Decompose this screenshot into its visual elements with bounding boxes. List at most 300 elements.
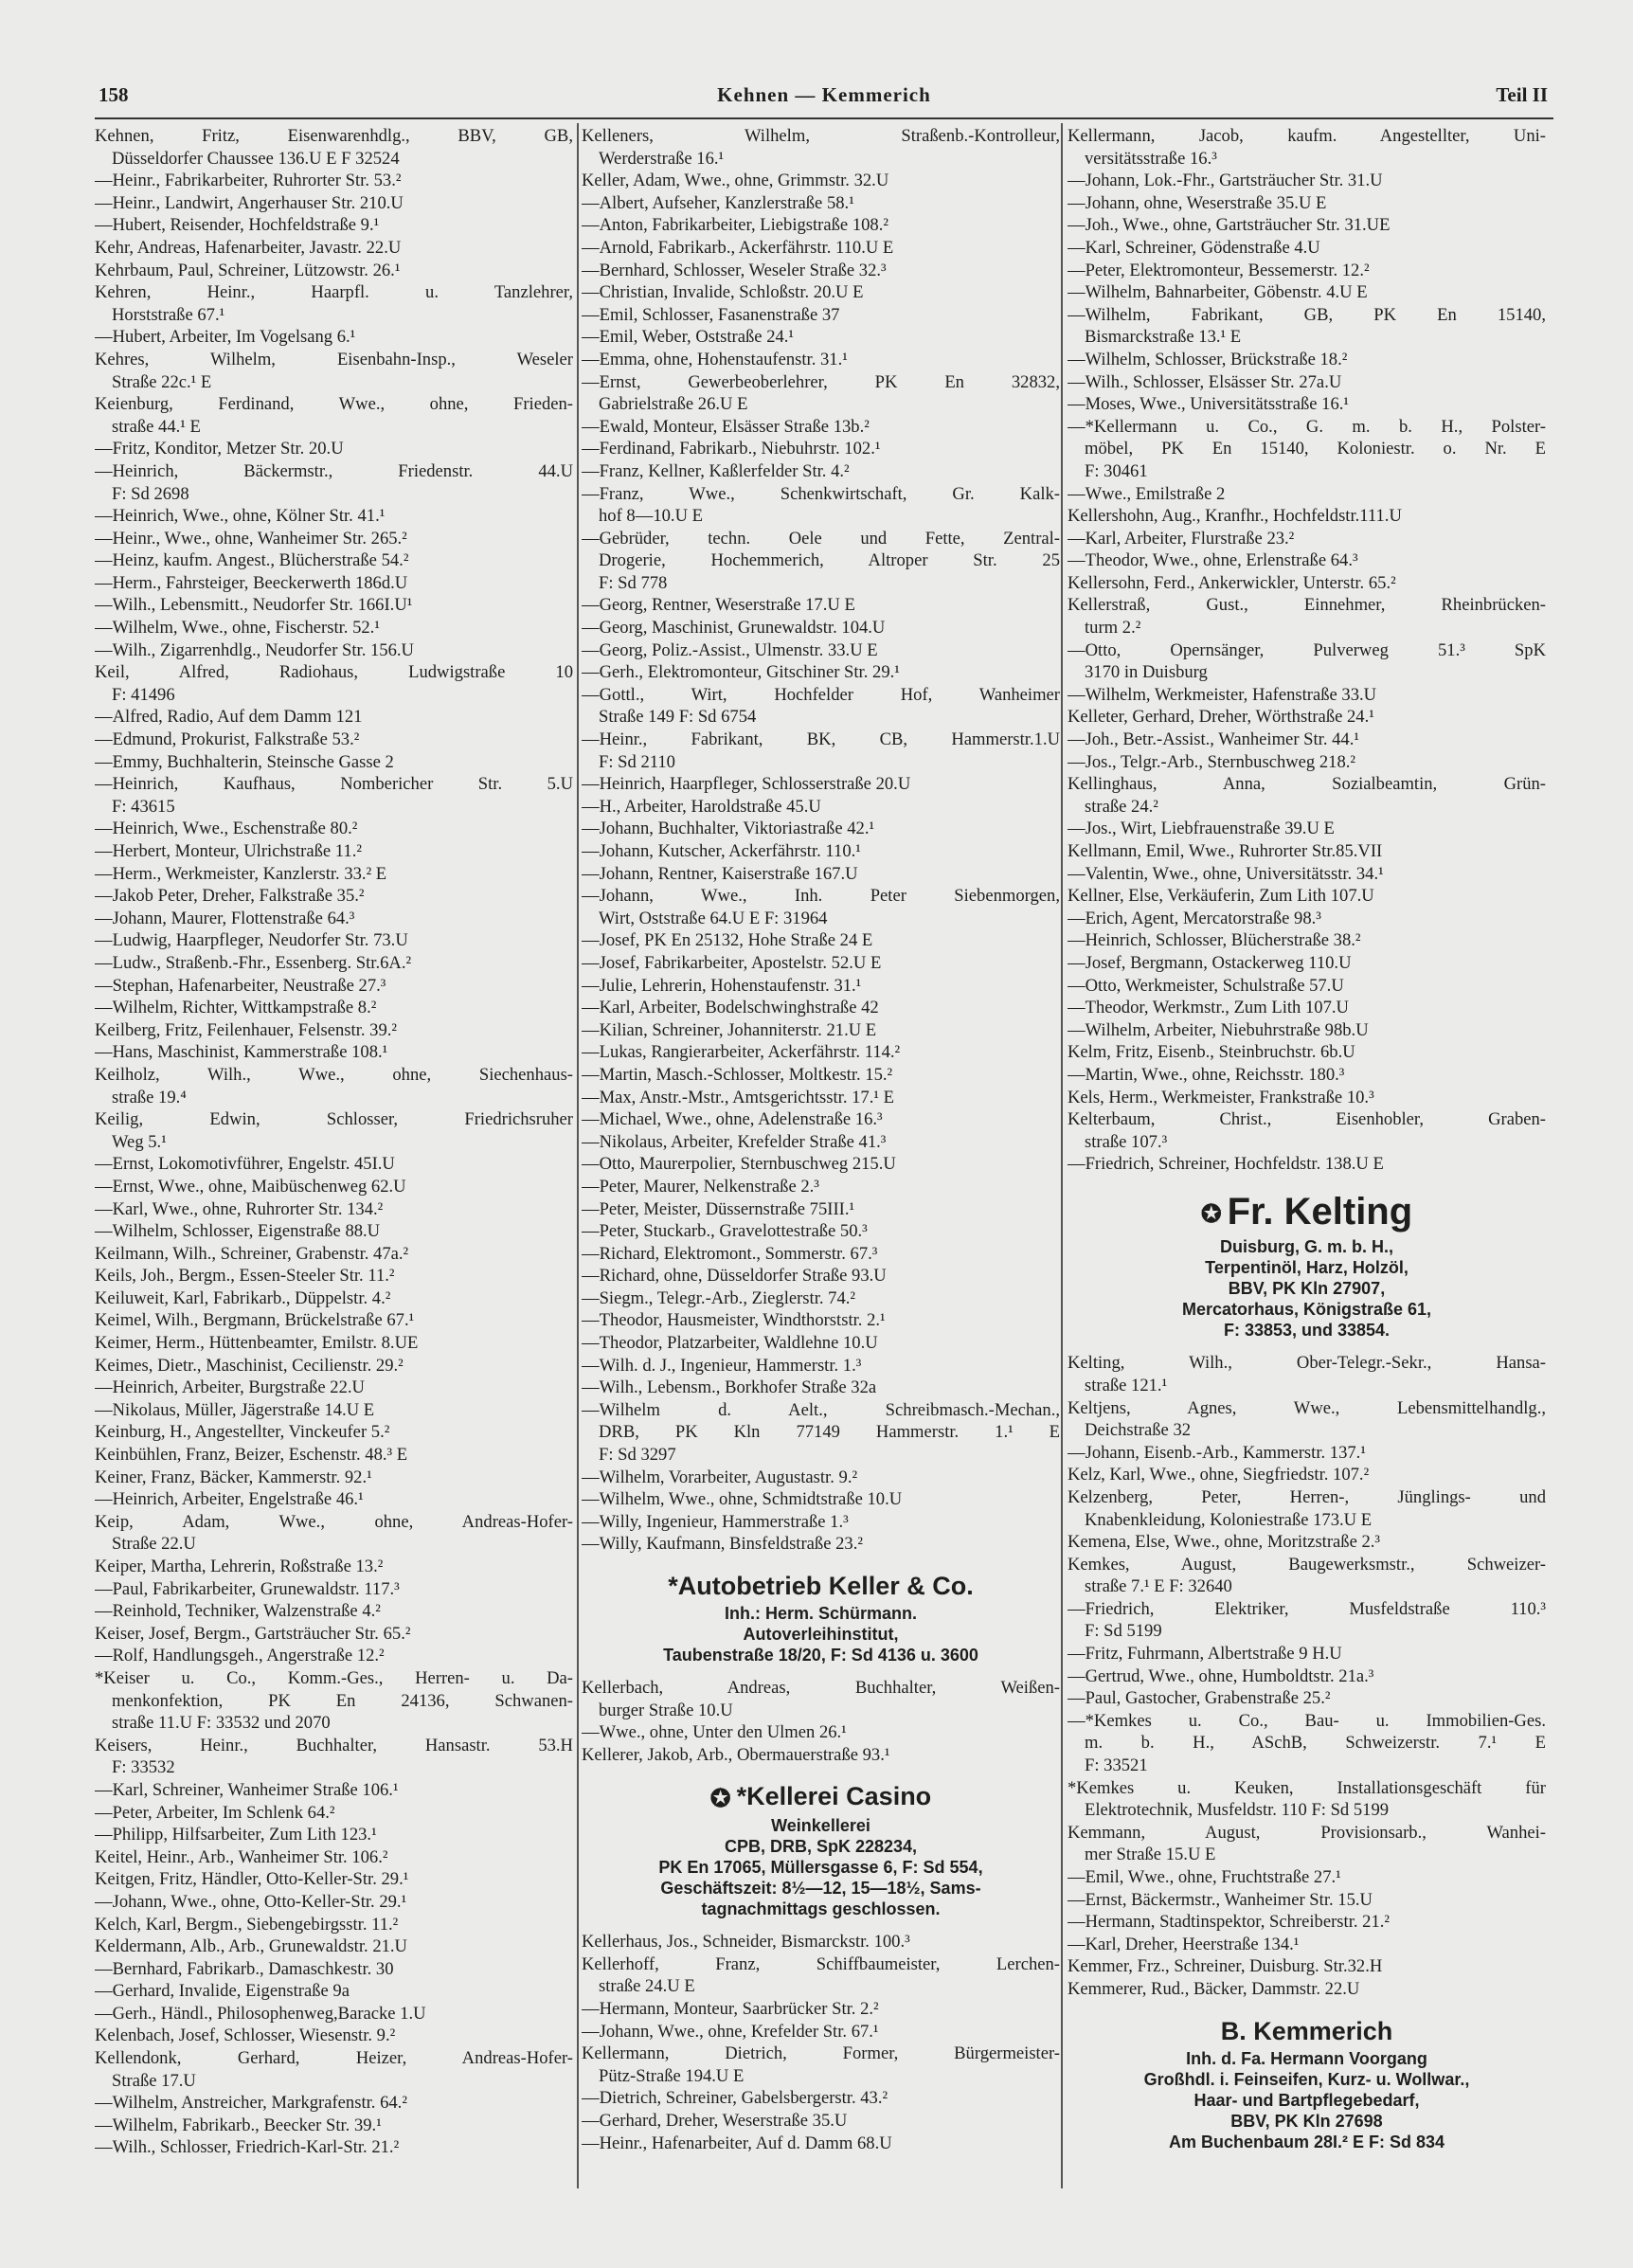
directory-entry [582, 1309, 1060, 1332]
entry-line: —Theodor, Platzarbeiter, Waldlehne 10.U [582, 1333, 878, 1354]
part-label: Teil II [1496, 83, 1548, 106]
directory-entry [582, 594, 1060, 617]
directory-entry [1068, 929, 1546, 952]
entry-line: —Franz, Kellner, Kaßlerfelder Str. 4.² [582, 460, 850, 481]
directory-entry [95, 840, 573, 863]
directory-entry [95, 1019, 573, 1042]
directory-entry [95, 1488, 573, 1511]
directory-entry [95, 1421, 573, 1444]
directory-entry [95, 1243, 573, 1266]
directory-entry [582, 840, 1060, 863]
entry-line: Straße 22c.¹ E [112, 371, 212, 392]
page-header [95, 83, 1553, 112]
directory-entry [95, 260, 573, 282]
directory-entry [95, 751, 573, 774]
entry-line: —Heinr., Fabrikant, BK, CB, Hammerstr.1.U [582, 729, 1060, 750]
directory-entry [95, 1399, 573, 1422]
directory-entry [95, 2025, 573, 2047]
entry-line: —Siegm., Telegr.-Arb., Zieglerstr. 74.² [582, 1287, 855, 1308]
entry-line: —Friedrich, Schreiner, Hochfeldstr. 138.U E [1068, 1154, 1384, 1175]
entry-line: Keimel, Wilh., Bergmann, Brückelstraße 67.¹ [95, 1310, 415, 1331]
directory-entry [1068, 505, 1546, 528]
directory-entry [582, 617, 1060, 639]
entry-line: möbel, PK En 15140, Koloniestr. o. Nr. E [1085, 439, 1546, 459]
directory-entry [582, 1721, 1060, 1744]
directory-entry [95, 1511, 573, 1556]
entry-line: —Joh., Wwe., ohne, Gartsträucher Str. 31.UE [1068, 215, 1391, 236]
directory-entry [582, 952, 1060, 975]
entry-line: —Hans, Maschinist, Kammerstraße 108.¹ [95, 1042, 388, 1063]
directory-entry [95, 2047, 573, 2092]
entry-line: —Otto, Werkmeister, Schulstraße 57.U [1068, 975, 1344, 996]
directory-entry [582, 1399, 1060, 1467]
entry-line: —Christian, Invalide, Schloßstr. 20.U E [582, 282, 864, 303]
directory-entry [95, 1623, 573, 1646]
entry-line: —Hubert, Arbeiter, Im Vogelsang 6.¹ [95, 327, 356, 348]
directory-entry [1068, 549, 1546, 572]
ad-line: tagnachmittags geschlossen. [701, 1899, 941, 1919]
directory-entry [1068, 1889, 1546, 1912]
entry-line: Gabrielstraße 26.U E [599, 394, 748, 415]
directory-entry [1068, 818, 1546, 840]
ad-line: Mercatorhaus, Königstraße 61, [1181, 1300, 1432, 1320]
entry-line: —Heinrich, Haarpfleger, Schlosserstraße 20.U [582, 774, 911, 795]
entry-line: —Julie, Lehrerin, Hohenstaufenstr. 31.¹ [582, 975, 862, 996]
directory-entry [1068, 1866, 1546, 1889]
entry-line: —Erich, Agent, Mercatorstraße 98.³ [1068, 908, 1321, 928]
entry-line: —Gerhard, Dreher, Weserstraße 35.U [582, 2111, 848, 2131]
entry-line: —Richard, Elektromont., Sommerstr. 67.³ [582, 1243, 878, 1264]
directory-entry [95, 1556, 573, 1578]
directory-entry [582, 1744, 1060, 1767]
directory-entry [95, 975, 573, 998]
entry-line: —Philipp, Hilfsarbeiter, Zum Lith 123.¹ [95, 1825, 377, 1845]
entry-line: —Gottl., Wirt, Hochfelder Hof, Wanheimer [582, 684, 1060, 705]
entry-line: —Anton, Fabrikarbeiter, Liebigstraße 108.² [582, 215, 888, 236]
entry-line: Kellner, Else, Verkäuferin, Zum Lith 107.U [1068, 886, 1374, 907]
directory-entry [582, 326, 1060, 349]
advertisement [1068, 2014, 1546, 2152]
directory-entry [1068, 1397, 1546, 1442]
directory-entry [582, 1953, 1060, 1998]
directory-entry [1068, 863, 1546, 886]
directory-entry [1068, 1486, 1546, 1531]
directory-entry [95, 1735, 573, 1779]
directory-entry [95, 1600, 573, 1623]
entry-line: Kelleter, Gerhard, Dreher, Wörthstraße 24.¹ [1068, 707, 1374, 728]
entry-line: —Bernhard, Schlosser, Weseler Straße 32.³ [582, 260, 887, 280]
entry-line: Kelleners, Wilhelm, Straßenb.-Kontrolleur, [582, 126, 1060, 146]
directory-entry [582, 192, 1060, 215]
entry-line: Kellendonk, Gerhard, Heizer, Andreas-Hofer- [95, 2048, 573, 2069]
ad-line: Autoverleihinstitut, [743, 1625, 899, 1644]
entry-line: Drogerie, Hochemmerich, Altroper Str. 25 [599, 550, 1060, 571]
directory-entry [1068, 170, 1546, 192]
directory-entry [1068, 684, 1546, 707]
entry-line: —Wilh., Schlosser, Friedrich-Karl-Str. 21.² [95, 2137, 400, 2158]
entry-line: F: Sd 778 [599, 572, 668, 593]
directory-entry [582, 2133, 1060, 2155]
directory-entry [95, 1287, 573, 1310]
entry-line: —Richard, ohne, Düsseldorfer Straße 93.U [582, 1266, 887, 1287]
ad-line: Inh. d. Fa. Hermann Voorgang [1186, 2048, 1427, 2068]
entry-line: —Wilhelm, Bahnarbeiter, Göbenstr. 4.U E [1068, 282, 1368, 303]
entry-line: —Theodor, Hausmeister, Windthorststr. 2.¹ [582, 1310, 886, 1331]
entry-line: Keiser, Josef, Bergm., Gartsträucher Str. 65.² [95, 1623, 411, 1644]
entry-line: Keldermann, Alb., Arb., Grunewaldstr. 21.U [95, 1936, 407, 1957]
entry-line: —Karl, Schreiner, Wanheimer Straße 106.¹ [95, 1779, 399, 1800]
entry-line: —Wilhelm, Arbeiter, Niebuhrstraße 98b.U [1068, 1019, 1369, 1040]
entry-line: Kellershohn, Aug., Kranfhr., Hochfeldstr.111.U [1068, 506, 1402, 527]
entry-line: straße 11.U F: 33532 und 2070 [112, 1713, 331, 1734]
entry-line: —Gertrud, Wwe., ohne, Humboldtstr. 21a.³ [1068, 1665, 1374, 1686]
directory-entry [582, 639, 1060, 662]
entry-line: Elektrotechnik, Musfeldstr. 110 F: Sd 5199 [1085, 1800, 1390, 1821]
entry-line: —Emma, ohne, Hohenstaufenstr. 31.¹ [582, 349, 848, 369]
entry-line: —Karl, Arbeiter, Flurstraße 23.² [1068, 528, 1295, 549]
entry-line: —Karl, Dreher, Heerstraße 134.¹ [1068, 1934, 1300, 1954]
directory-entry [95, 572, 573, 595]
directory-entry [582, 1087, 1060, 1109]
entry-line: —Ludw., Straßenb.-Fhr., Essenberg. Str.6A.² [95, 952, 412, 973]
ad-title-text: *Kellerei Casino [736, 1782, 932, 1811]
entry-line: menkonfektion, PK En 24136, Schwanen- [112, 1690, 573, 1711]
entry-line: Kellerhaus, Jos., Schneider, Bismarckstr. 100.³ [582, 1932, 910, 1953]
entry-line: —Emil, Wwe., ohne, Fruchtstraße 27.¹ [1068, 1867, 1341, 1887]
entry-line: —Franz, Wwe., Schenkwirtschaft, Gr. Kalk- [582, 483, 1060, 504]
directory-entry [582, 1108, 1060, 1131]
entry-line: m. b. H., ASchB, Schweizerstr. 7.¹ E [1085, 1733, 1546, 1754]
entry-line: —Heinrich, Wwe., ohne, Kölner Str. 41.¹ [95, 506, 386, 527]
directory-entry [95, 505, 573, 528]
directory-entry [582, 125, 1060, 170]
directory-entry [582, 371, 1060, 416]
entry-line: F: 41496 [112, 684, 175, 705]
entry-line: straße 107.³ [1085, 1131, 1168, 1152]
entry-line: Straße 149 F: Sd 6754 [599, 707, 757, 728]
directory-column-3 [1068, 125, 1546, 2164]
directory-entry [1068, 393, 1546, 416]
directory-entry [95, 1824, 573, 1846]
directory-entry [1068, 260, 1546, 282]
entry-line: Keiner, Franz, Bäcker, Kammerstr. 92.¹ [95, 1467, 372, 1487]
directory-entry [582, 661, 1060, 684]
entry-line: —Wilh. d. J., Ingenieur, Hammerstr. 1.³ [582, 1355, 862, 1376]
entry-line: —Wilh., Lebensmitt., Neudorfer Str. 166I.U¹ [95, 595, 413, 616]
column-divider [577, 123, 579, 2188]
entry-line: —Wilh., Lebensm., Borkhofer Straße 32a [582, 1377, 877, 1398]
directory-entry [95, 1176, 573, 1198]
entry-line: —Johann, Eisenb.-Arb., Kammerstr. 137.¹ [1068, 1442, 1366, 1463]
directory-entry [1068, 1464, 1546, 1486]
directory-entry [1068, 1064, 1546, 1087]
directory-entry [582, 1019, 1060, 1042]
entry-line: Kemkes, August, Baugewerksmstr., Schweizer- [1068, 1554, 1546, 1575]
directory-entry [582, 1377, 1060, 1399]
entry-line: F: Sd 5199 [1085, 1621, 1162, 1642]
entry-line: —Ernst, Bäckermstr., Wanheimer Str. 15.U [1068, 1889, 1373, 1910]
entry-line: —Otto, Maurerpolier, Sternbuschweg 215.U [582, 1154, 896, 1175]
entry-line: —Wilhelm, Richter, Wittkampstraße 8.² [95, 998, 377, 1018]
directory-entry [1068, 349, 1546, 371]
ad-title [1068, 2014, 1546, 2048]
directory-entry [1068, 1687, 1546, 1710]
ad-line: Taubenstraße 18/20, F: Sd 4136 u. 3600 [663, 1646, 978, 1665]
directory-entry [582, 997, 1060, 1019]
directory-entry [582, 1467, 1060, 1489]
entry-line: Keiluweit, Karl, Fabrikarb., Düppelstr. 4.² [95, 1287, 391, 1308]
directory-entry [1068, 572, 1546, 595]
entry-line: Kellmann, Emil, Wwe., Ruhrorter Str.85.VII [1068, 841, 1383, 861]
directory-column-1 [95, 125, 573, 2159]
company-logo-icon: ✪ [709, 1784, 731, 1813]
directory-entry [582, 1511, 1060, 1534]
directory-entry [95, 460, 573, 505]
entry-line: —Moses, Wwe., Universitätsstraße 16.¹ [1068, 394, 1350, 415]
directory-entry [95, 952, 573, 975]
entry-line: —Emil, Schlosser, Fasanenstraße 37 [582, 304, 840, 325]
directory-entry [1068, 1531, 1546, 1554]
directory-entry [95, 192, 573, 215]
entry-line: —Wilhelm, Vorarbeiter, Augustastr. 9.² [582, 1467, 858, 1487]
directory-entry [1068, 1978, 1546, 2001]
entry-line: —Ferdinand, Fabrikarb., Niebuhrstr. 102.¹ [582, 439, 881, 459]
entry-line: —Max, Anstr.-Mstr., Amtsgerichtsstr. 17.¹ E [582, 1087, 894, 1107]
entry-line: —Wilhelm, Wwe., ohne, Schmidtstraße 10.U [582, 1489, 903, 1510]
directory-entry [582, 528, 1060, 595]
entry-line: *Keiser u. Co., Komm.-Ges., Herren- u. Da- [95, 1667, 573, 1688]
entry-line: —Stephan, Hafenarbeiter, Neustraße 27.³ [95, 975, 386, 996]
entry-line: —Wilhelm, Schlosser, Eigenstraße 88.U [95, 1221, 381, 1242]
entry-line: —Johann, ohne, Weserstraße 35.U E [1068, 192, 1327, 213]
header-rule [95, 117, 1553, 119]
directory-entry [582, 1041, 1060, 1064]
entry-line: —Johann, Kutscher, Ackerfährstr. 110.¹ [582, 841, 861, 861]
entry-line: straße 19.⁴ [112, 1087, 187, 1107]
directory-entry [582, 1488, 1060, 1511]
entry-line: Kellinghaus, Anna, Sozialbeamtin, Grün- [1068, 774, 1546, 795]
directory-entry [1068, 594, 1546, 639]
entry-line: —Ernst, Gewerbeoberlehrer, PK En 32832, [582, 371, 1060, 392]
entry-line: —Heinrich, Schlosser, Blücherstraße 38.² [1068, 930, 1361, 951]
entry-line: Kelterbaum, Christ., Eisenhobler, Graben- [1068, 1109, 1546, 1130]
directory-entry [1068, 639, 1546, 684]
entry-line: —Heinrich, Arbeiter, Engelstraße 46.¹ [95, 1489, 364, 1510]
directory-entry [95, 237, 573, 260]
entry-line: Straße 22.U [112, 1534, 196, 1555]
entry-line: —Martin, Masch.-Schlosser, Moltkestr. 15.² [582, 1064, 893, 1085]
directory-entry [582, 1153, 1060, 1176]
directory-entry [95, 125, 573, 170]
directory-entry [582, 1332, 1060, 1355]
entry-line: Kelzenberg, Peter, Herren-, Jünglings- und [1068, 1486, 1546, 1507]
ad-line: BBV, PK Kln 27698 [1230, 2111, 1383, 2131]
entry-line: —Alfred, Radio, Auf dem Damm 121 [95, 707, 363, 728]
directory-entry [95, 661, 573, 706]
entry-line: Wirt, Oststraße 64.U E F: 31964 [599, 908, 828, 928]
directory-entry [95, 1645, 573, 1667]
entry-line: —Willy, Ingenieur, Hammerstraße 1.³ [582, 1511, 849, 1532]
directory-entry [95, 1153, 573, 1176]
entry-line: —Herm., Werkmeister, Kanzlerstr. 33.² E [95, 863, 387, 884]
entry-line: Keip, Adam, Wwe., ohne, Andreas-Hofer- [95, 1511, 573, 1532]
entry-line: —Gerh., Elektromonteur, Gitschiner Str. 29.¹ [582, 662, 900, 683]
directory-entry [95, 1309, 573, 1332]
entry-line: Keiper, Martha, Lehrerin, Roßstraße 13.² [95, 1557, 384, 1576]
directory-entry [95, 1868, 573, 1891]
directory-entry [582, 1533, 1060, 1556]
entry-line: straße 7.¹ E F: 32640 [1085, 1576, 1232, 1597]
directory-entry [1068, 952, 1546, 975]
ad-title-text: Fr. Kelting [1227, 1190, 1413, 1233]
entry-line: 3170 in Duisburg [1085, 662, 1208, 683]
entry-line: —*Kellermann u. Co., G. m. b. H., Polster- [1068, 416, 1546, 437]
ad-line: PK En 17065, Müllersgasse 6, F: Sd 554, [658, 1858, 983, 1878]
ad-line: Haar- und Bartpflegebedarf, [1193, 2090, 1420, 2110]
entry-line: —Peter, Arbeiter, Im Schlenk 64.² [95, 1802, 335, 1823]
directory-entry [1068, 483, 1546, 506]
directory-entry [582, 1064, 1060, 1087]
entry-line: F: Sd 2110 [599, 751, 675, 772]
ad-line: Am Buchenbaum 28I.² E F: Sd 834 [1168, 2132, 1445, 2151]
directory-entry [582, 684, 1060, 729]
entry-line: Deichstraße 32 [1085, 1420, 1192, 1441]
directory-entry [95, 1891, 573, 1914]
entry-line: Keimes, Dietr., Maschinist, Cecilienstr. 29.² [95, 1355, 404, 1376]
directory-entry [1068, 1822, 1546, 1866]
entry-line: —Otto, Opernsänger, Pulverweg 51.³ SpK [1068, 639, 1546, 660]
directory-entry [95, 528, 573, 550]
entry-line: —Wilhelm, Wwe., ohne, Fischerstr. 52.¹ [95, 618, 380, 639]
entry-line: Keienburg, Ferdinand, Wwe., ohne, Frieden- [95, 394, 573, 415]
entry-line: —Hubert, Reisender, Hochfeldstraße 9.¹ [95, 215, 380, 236]
entry-line: —Hermann, Monteur, Saarbrücker Str. 2.² [582, 1999, 879, 2020]
entry-line: —Jos., Wirt, Liebfrauenstraße 39.U E [1068, 819, 1335, 839]
directory-entry [95, 170, 573, 192]
entry-line: straße 44.¹ E [112, 416, 201, 437]
directory-entry [95, 1779, 573, 1802]
directory-entry [582, 2021, 1060, 2043]
directory-entry [1068, 1911, 1546, 1934]
column-divider [1061, 123, 1063, 2188]
entry-line: straße 121.¹ [1085, 1375, 1168, 1395]
directory-entry [95, 1667, 573, 1735]
entry-line: —Michael, Wwe., ohne, Adelenstraße 16.³ [582, 1109, 883, 1130]
entry-line: —Josef, PK En 25132, Hohe Straße 24 E [582, 930, 873, 951]
entry-line: —Johann, Buchhalter, Viktoriastraße 42.¹ [582, 819, 875, 839]
directory-entry [1068, 192, 1546, 215]
entry-line: F: 33521 [1085, 1755, 1148, 1776]
entry-line: Keilmann, Wilh., Schreiner, Grabenstr. 47a.² [95, 1243, 409, 1264]
entry-line: Kellerer, Jakob, Arb., Obermauerstraße 93.¹ [582, 1744, 890, 1765]
directory-entry [582, 1176, 1060, 1198]
entry-line: —Heinrich, Wwe., Eschenstraße 80.² [95, 819, 358, 839]
entry-line: —Jakob Peter, Dreher, Falkstraße 35.² [95, 886, 365, 907]
directory-entry [95, 929, 573, 952]
entry-line: —Jos., Telgr.-Arb., Sternbuschweg 218.² [1068, 751, 1355, 772]
entry-line: —Paul, Fabrikarbeiter, Grunewaldstr. 117.³ [95, 1578, 400, 1599]
entry-line: hof 8—10.U E [599, 506, 704, 527]
entry-line: Keisers, Heinr., Buchhalter, Hansastr. 53.H [95, 1735, 573, 1755]
directory-entry [95, 729, 573, 751]
directory-entry [95, 639, 573, 662]
directory-entry [95, 1265, 573, 1287]
entry-line: —Theodor, Wwe., ohne, Erlenstraße 64.³ [1068, 550, 1358, 571]
directory-entry [1068, 1643, 1546, 1665]
entry-line: Straße 17.U [112, 2070, 196, 2091]
directory-entry [582, 1198, 1060, 1221]
directory-column-2 [582, 125, 1060, 2154]
entry-line: —Paul, Gastocher, Grabenstraße 25.² [1068, 1688, 1331, 1709]
directory-entry [582, 1243, 1060, 1266]
entry-line: —Georg, Rentner, Weserstraße 17.U E [582, 595, 855, 616]
entry-line: —Friedrich, Elektriker, Musfeldstraße 110.³ [1068, 1598, 1546, 1619]
directory-entry [95, 2136, 573, 2159]
directory-entry [1068, 304, 1546, 349]
directory-entry [95, 1914, 573, 1936]
entry-line: —Heinz, kaufm. Angest., Blücherstraße 54.² [95, 550, 409, 571]
ad-line: BBV, PK Kln 27907, [1228, 1279, 1386, 1299]
directory-entry [95, 2003, 573, 2025]
entry-line: —Heinr., Landwirt, Angerhauser Str. 210.U [95, 192, 404, 213]
entry-line: Kelenbach, Josef, Schlosser, Wiesenstr. 9.² [95, 2025, 396, 2046]
directory-entry [582, 975, 1060, 998]
entry-line: F: 43615 [112, 796, 175, 817]
directory-entry [95, 863, 573, 886]
directory-entry [582, 2110, 1060, 2133]
entry-line: —Reinhold, Techniker, Walzenstraße 4.² [95, 1601, 381, 1622]
entry-line: F: 30461 [1085, 460, 1148, 481]
entry-line: —Heinr., Fabrikarbeiter, Ruhrorter Str. 53.² [95, 171, 402, 191]
ad-title-text: B. Kemmerich [1220, 2016, 1393, 2045]
entry-line: Bismarckstraße 13.¹ E [1085, 327, 1242, 348]
entry-line: —Karl, Schreiner, Gödenstraße 4.U [1068, 237, 1320, 258]
entry-line: —Josef, Fabrikarbeiter, Apostelstr. 52.U E [582, 952, 882, 973]
directory-entry [1068, 706, 1546, 729]
directory-entry [95, 281, 573, 326]
entry-line: —Joh., Betr.-Assist., Wanheimer Str. 44.¹ [1068, 729, 1359, 750]
ad-line: Geschäftszeit: 8½—12, 15—18½, Sams- [660, 1879, 981, 1899]
directory-entry [582, 1220, 1060, 1243]
entry-line: —Heinrich, Bäckermstr., Friedenstr. 44.U [95, 460, 573, 481]
entry-line: —Johann, Rentner, Kaiserstraße 167.U [582, 863, 858, 884]
directory-entry [582, 1677, 1060, 1721]
entry-line: F: Sd 2698 [112, 483, 189, 504]
entry-line: Düsseldorfer Chaussee 136.U E F 32524 [112, 148, 400, 169]
entry-line: Horststraße 67.¹ [112, 304, 225, 325]
entry-line: Knabenkleidung, Koloniestraße 173.U E [1085, 1509, 1373, 1530]
directory-entry [95, 1467, 573, 1489]
directory-entry [1068, 528, 1546, 550]
entry-line: F: 33532 [112, 1757, 175, 1778]
entry-line: —Johann, Lok.-Fhr., Gartsträucher Str. 31.U [1068, 171, 1383, 191]
entry-line: Kellersohn, Ferd., Ankerwickler, Unterstr. 65.² [1068, 572, 1396, 593]
entry-line: —Johann, Wwe., ohne, Krefelder Str. 67.¹ [582, 2021, 879, 2042]
entry-line: Kels, Herm., Werkmeister, Frankstraße 10.³ [1068, 1087, 1374, 1107]
ad-line: Weinkellerei [771, 1816, 870, 1836]
entry-line: —Wilhelm, Schlosser, Brückstraße 18.² [1068, 349, 1348, 369]
directory-entry [1068, 908, 1546, 930]
advertisement [582, 1779, 1060, 1919]
entry-line: —Edmund, Prokurist, Falkstraße 53.² [95, 729, 360, 750]
directory-entry [1068, 1153, 1546, 1176]
ad-title [582, 1569, 1060, 1603]
entry-line: Keils, Joh., Bergm., Essen-Steeler Str. 11.² [95, 1266, 395, 1287]
directory-entry [1068, 1554, 1546, 1598]
directory-entry [582, 460, 1060, 483]
directory-entry [95, 2092, 573, 2115]
company-logo-icon: ✪ [1200, 1199, 1222, 1229]
